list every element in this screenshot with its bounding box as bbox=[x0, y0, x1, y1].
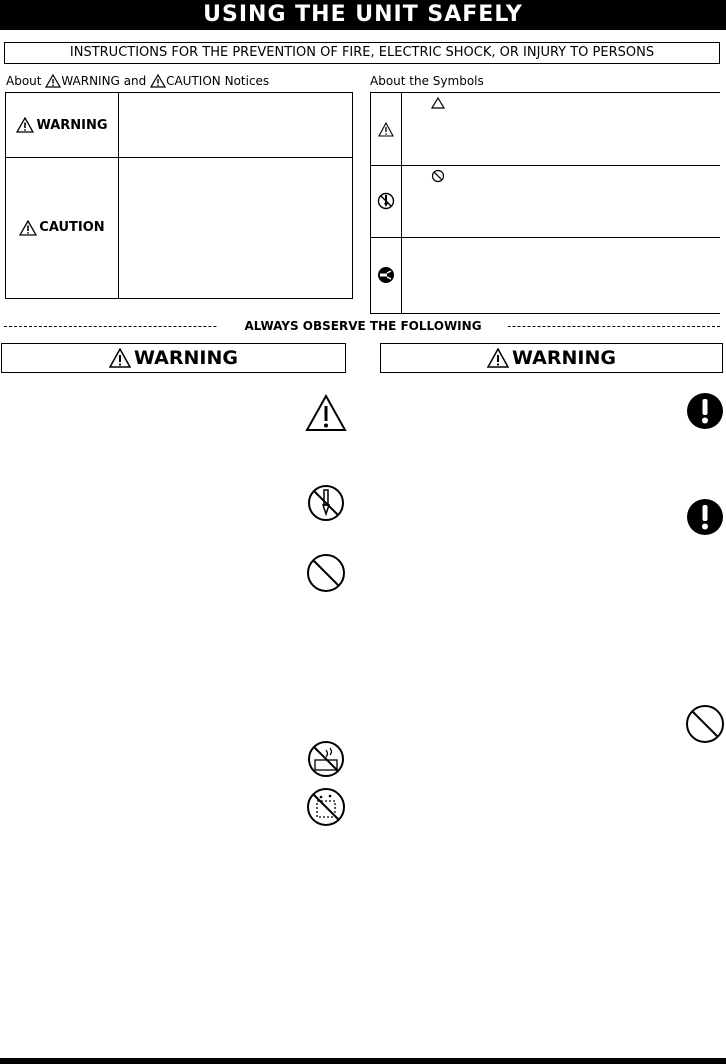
caution-triangle-icon bbox=[378, 122, 394, 137]
page-footer-bar bbox=[0, 1058, 726, 1064]
about-and-word: and bbox=[123, 74, 147, 88]
no-water-icon bbox=[306, 740, 346, 778]
caution-label: CAUTION bbox=[39, 220, 105, 235]
no-disassemble-icon bbox=[307, 484, 345, 522]
warning-label-cell bbox=[6, 93, 118, 157]
notices-table bbox=[5, 92, 353, 299]
about-suffix: Notices bbox=[224, 74, 270, 88]
instructions-banner: INSTRUCTIONS FOR THE PREVENTION OF FIRE, ELECTRIC SHOCK, OR INJURY TO PERSONS bbox=[4, 42, 720, 64]
warning-header-right-label: WARNING bbox=[512, 347, 616, 369]
about-notices-heading bbox=[6, 74, 269, 88]
warning-label: WARNING bbox=[36, 117, 108, 133]
warning-triangle-icon bbox=[109, 348, 131, 368]
about-prefix: About bbox=[6, 74, 42, 88]
always-observe-heading: ALWAYS OBSERVE THE FOLLOWING bbox=[218, 318, 508, 334]
about-symbols-heading: About the Symbols bbox=[370, 74, 484, 88]
symbol-row-unplug bbox=[371, 237, 720, 313]
unplug-icon bbox=[377, 266, 395, 284]
about-warning-word: WARNING bbox=[61, 74, 120, 88]
warning-triangle-icon bbox=[16, 117, 34, 133]
small-triangle-icon bbox=[431, 97, 445, 109]
symbol-row-caution bbox=[371, 93, 720, 166]
warning-header-right bbox=[380, 343, 723, 373]
prohibited-icon bbox=[306, 553, 346, 593]
symbol-row-prohibited bbox=[371, 165, 720, 238]
no-liquid-icon bbox=[306, 787, 346, 827]
warning-triangle-icon bbox=[487, 348, 509, 368]
caution-triangle-icon bbox=[305, 394, 347, 432]
caution-triangle-icon bbox=[19, 220, 37, 236]
small-prohibited-icon bbox=[431, 169, 445, 183]
caution-label-cell bbox=[6, 157, 118, 298]
symbols-table bbox=[370, 92, 720, 314]
mandatory-exclamation-icon bbox=[686, 498, 724, 536]
caution-triangle-icon bbox=[150, 74, 166, 88]
no-disassemble-icon bbox=[377, 192, 395, 210]
prohibited-icon bbox=[685, 704, 725, 744]
warning-notice-row bbox=[6, 93, 352, 158]
mandatory-exclamation-icon bbox=[686, 392, 724, 430]
about-caution-word: CAUTION bbox=[166, 74, 221, 88]
warning-header-left-label: WARNING bbox=[134, 347, 238, 369]
caution-notice-row bbox=[6, 157, 352, 298]
page-title: USING THE UNIT SAFELY bbox=[0, 0, 726, 30]
warning-triangle-icon bbox=[45, 74, 61, 88]
warning-header-left bbox=[1, 343, 346, 373]
